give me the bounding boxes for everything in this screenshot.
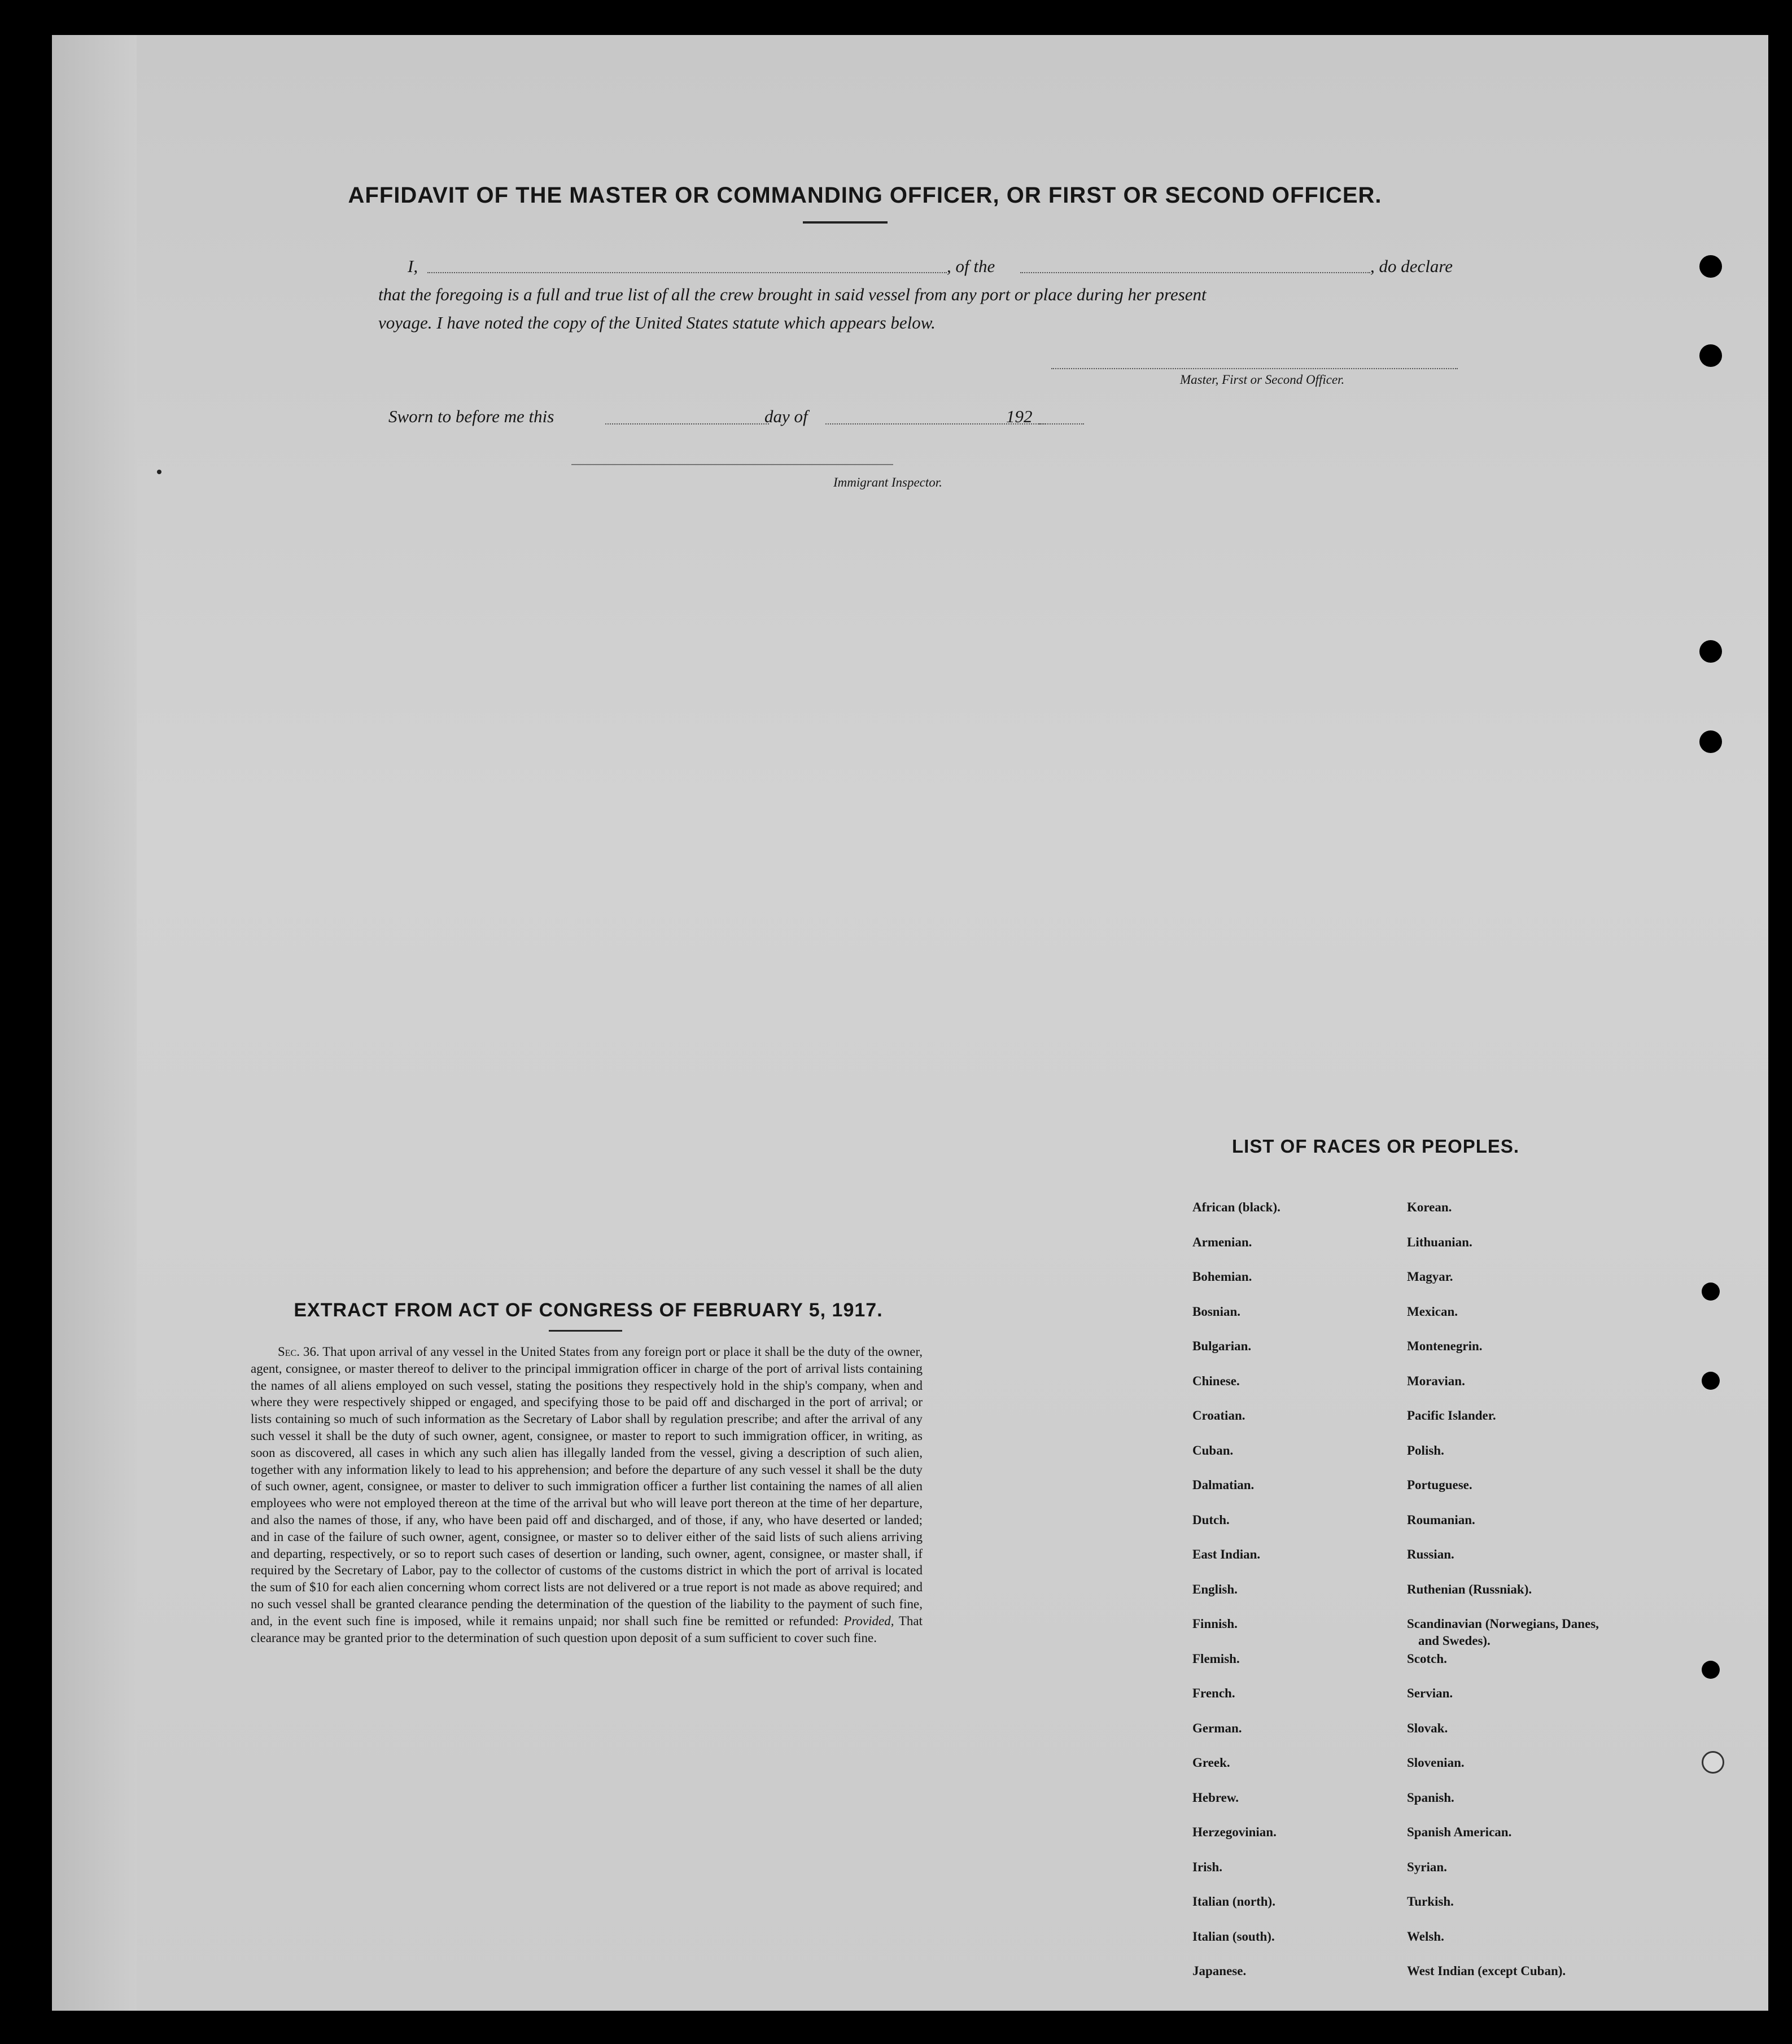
race-item: Servian. <box>1407 1686 1453 1700</box>
race-item: Russian. <box>1407 1547 1454 1561</box>
race-item: Spanish American. <box>1407 1825 1512 1839</box>
race-item: Irish. <box>1192 1859 1223 1874</box>
inspector-signature-line[interactable] <box>571 464 893 465</box>
race-item: Chinese. <box>1192 1373 1240 1388</box>
race-item: Cuban. <box>1192 1443 1234 1458</box>
punch-hole <box>1702 1751 1724 1774</box>
race-item: Greek. <box>1192 1756 1230 1770</box>
races-list-left <box>1192 1199 1384 1998</box>
race-item: Montenegrin. <box>1407 1339 1483 1353</box>
ink-dot <box>157 470 161 474</box>
race-item: Roumanian. <box>1407 1512 1475 1527</box>
races-title: LIST OF RACES OR PEOPLES. <box>1232 1136 1520 1157</box>
punch-hole <box>1702 1283 1720 1301</box>
page-fold-shadow <box>52 35 137 2011</box>
race-item: Turkish. <box>1407 1894 1454 1909</box>
race-item: African (black). <box>1192 1200 1280 1214</box>
name-blank[interactable] <box>427 272 947 273</box>
race-item: Syrian. <box>1407 1859 1447 1874</box>
race-item: Lithuanian. <box>1407 1235 1472 1249</box>
race-item: Italian (north). <box>1192 1894 1275 1909</box>
race-item: Finnish. <box>1192 1617 1238 1631</box>
punch-hole <box>1699 255 1722 278</box>
race-item: East Indian. <box>1192 1547 1261 1561</box>
race-item: Bulgarian. <box>1192 1339 1252 1353</box>
race-item: Welsh. <box>1407 1929 1444 1944</box>
declaration-of-the: , of the <box>947 256 995 276</box>
race-item: Scandinavian (Norwegians, Danes, and Swedes). <box>1407 1617 1599 1648</box>
master-signature-line[interactable] <box>1051 368 1458 369</box>
sworn-year: 192 <box>1006 406 1033 426</box>
race-item: West Indian (except Cuban). <box>1407 1964 1566 1978</box>
punch-hole <box>1699 640 1722 663</box>
provided-label: Provided, <box>843 1613 894 1628</box>
affidavit-title: AFFIDAVIT OF THE MASTER OR COMMANDING OFFICER, OR FIRST OR SECOND OFFICER. <box>348 183 1382 208</box>
master-signature-label: Master, First or Second Officer. <box>1180 373 1345 387</box>
race-item: German. <box>1192 1721 1242 1735</box>
declaration-line-2: that the foregoing is a full and true list of all the crew brought in said vessel from any port or place during her present <box>378 285 1207 304</box>
punch-hole <box>1702 1661 1720 1679</box>
race-item: Polish. <box>1407 1443 1444 1458</box>
race-item: Mexican. <box>1407 1304 1458 1319</box>
declaration-line-3: voyage. I have noted the copy of the United States statute which appears below. <box>378 313 936 332</box>
races-list-right <box>1407 1199 1621 1998</box>
extract-title: EXTRACT FROM ACT OF CONGRESS OF FEBRUARY 5, 1917. <box>294 1299 883 1321</box>
sworn-day-blank[interactable] <box>605 423 769 424</box>
race-item: Dutch. <box>1192 1512 1230 1527</box>
section-text: That upon arrival of any vessel in the United States from any foreign port or place it shall be the duty of the owner, agent, consignee, or master thereof to deliver to the principal immigration officer in charge of the port of arrival lists containing the names of all aliens employed on such vessel, stating the positions they respectively hold in the ship's company, when and where they were respectively shipped or engaged, and specifying those to be paid off and discharged in the port of arrival; or lists containing so much of such information as the Secretary of Labor shall by regulation prescribe; and after the arrival of any such vessel it shall be the duty of such owner, agent, consignee, or master to report to such immigration officer, in writing, as soon as discovered, all cases in which any such alien has illegally landed from the vessel, giving a description of such alien, together with any information likely to lead to his apprehension; and before the departure of any such vessel it shall be the duty of such owner, agent, consignee, or master to deliver to such immigration officer a further list containing the names of all alien employees who were not employed thereon at the time of the arrival but who will leave port thereon at the time of her departure, and also the names of those, if any, who have been paid off and discharged, and of those, if any, who have deserted or landed; and in case of the failure of such owner, agent, consignee, or master so to deliver either of the said lists of such aliens arriving and departing, respectively, or so to report such cases of desertion or landing, such owner, agent, consignee, or master shall, if required by the Secretary of Labor, pay to the collector of customs of the customs district in which the port of arrival is located the sum of $10 for each alien concerning whom correct lists are not delivered or a true report is not made as above required; and no such vessel shall be granted clearance pending the determination of the question of the liability to the payment of such fine, and, in the event such fine is imposed, while it remains unpaid; nor shall such fine be remitted or refunded: <box>251 1345 923 1628</box>
race-item: Italian (south). <box>1192 1929 1275 1944</box>
vessel-blank[interactable] <box>1020 272 1370 273</box>
race-item: Portuguese. <box>1407 1478 1472 1492</box>
race-item: Korean. <box>1407 1200 1452 1214</box>
section-label: Sec. 36. <box>278 1345 320 1359</box>
race-item: Magyar. <box>1407 1270 1453 1284</box>
race-item: Japanese. <box>1192 1964 1247 1978</box>
sworn-year-blank[interactable] <box>1039 423 1084 424</box>
extract-underline <box>549 1330 622 1332</box>
sworn-day-of: day of <box>764 406 808 426</box>
race-item: English. <box>1192 1582 1238 1596</box>
race-item: Moravian. <box>1407 1373 1465 1388</box>
inspector-label: Immigrant Inspector. <box>833 475 942 489</box>
race-item: Bohemian. <box>1192 1270 1252 1284</box>
punch-hole <box>1702 1372 1720 1390</box>
race-item: Armenian. <box>1192 1235 1252 1249</box>
punch-hole <box>1699 344 1722 367</box>
provided-text: That clearance may be granted prior to the determination of such question upon deposit of a sum sufficient to cover such fine. <box>251 1613 923 1645</box>
race-item: Slovenian. <box>1407 1756 1465 1770</box>
race-item: Spanish. <box>1407 1790 1454 1805</box>
declaration-i: I, <box>408 256 418 276</box>
race-item: Croatian. <box>1192 1408 1245 1423</box>
title-underline <box>803 221 888 224</box>
sworn-prefix: Sworn to before me this <box>388 406 554 426</box>
race-item: French. <box>1192 1686 1235 1700</box>
race-item: Bosnian. <box>1192 1304 1241 1319</box>
race-item: Flemish. <box>1192 1651 1240 1666</box>
extract-section-36 <box>251 1343 923 1646</box>
declaration-do-declare: , do declare <box>1370 256 1453 276</box>
punch-hole <box>1699 730 1722 753</box>
race-item: Herzegovinian. <box>1192 1825 1277 1839</box>
race-item: Slovak. <box>1407 1721 1448 1735</box>
race-item: Hebrew. <box>1192 1790 1239 1805</box>
race-item: Pacific Islander. <box>1407 1408 1496 1423</box>
handwritten-mark <box>594 543 603 596</box>
race-item: Ruthenian (Russniak). <box>1407 1582 1532 1596</box>
form-page <box>52 35 1768 2011</box>
race-item: Scotch. <box>1407 1651 1447 1666</box>
race-item: Dalmatian. <box>1192 1478 1255 1492</box>
